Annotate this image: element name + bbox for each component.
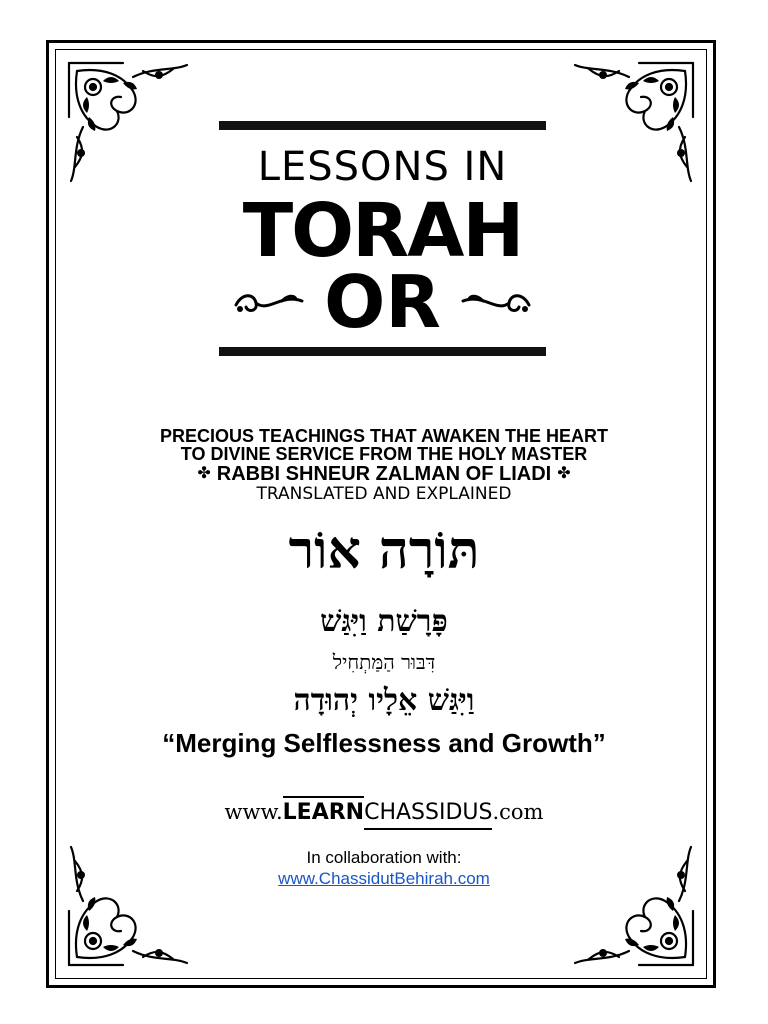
flourish-right-icon [459, 287, 533, 317]
title-or: OR [324, 260, 441, 344]
hebrew-dibur-label: דִּבּוּר הַמַּתְחִיל [332, 650, 436, 674]
author-name: RABBI SHNEUR ZALMAN OF LIADI [216, 463, 552, 485]
website-logo [60, 796, 708, 830]
website-chassidus: CHASSIDUS [364, 798, 492, 830]
title-torah: TORAH [242, 188, 523, 274]
collaboration-label: In collaboration with: [306, 848, 462, 867]
subtitle-line-1: PRECIOUS TEACHINGS THAT AWAKEN THE HEART [159, 426, 608, 446]
website-suffix: .com [492, 800, 544, 824]
ornament-right-icon: ✤ [557, 465, 571, 482]
flourish-left-icon [232, 287, 306, 317]
title-rule-bottom [219, 347, 546, 356]
title-lessons-in: LESSONS IN [257, 144, 508, 190]
discourse-title-english: “Merging Selflessness and Growth” [162, 728, 606, 758]
subtitle-line-2: TO DIVINE SERVICE FROM THE HOLY MASTER [180, 444, 588, 464]
subtitle-line-4: TRANSLATED AND EXPLAINED [256, 484, 512, 504]
corner-ornament-top-right [569, 57, 699, 187]
hebrew-parsha: פָּרָשַׁת וַיִּגַּשׁ [320, 604, 448, 639]
ornament-left-icon: ✤ [197, 465, 211, 482]
website-prefix: www. [224, 800, 283, 824]
collaboration-link[interactable]: www.ChassidutBehirah.com [278, 869, 490, 888]
corner-ornament-top-left [63, 57, 193, 187]
title-rule-top [219, 121, 546, 130]
hebrew-dibur: וַיִּגַּשׁ אֵלָיו יְהוּדָה [293, 683, 475, 718]
subtitle-author-row [60, 464, 708, 484]
hebrew-book-title: תּוֹרָה אוֹר [288, 520, 480, 581]
title-or-row [210, 262, 555, 342]
website-learn: LEARN [283, 796, 364, 828]
